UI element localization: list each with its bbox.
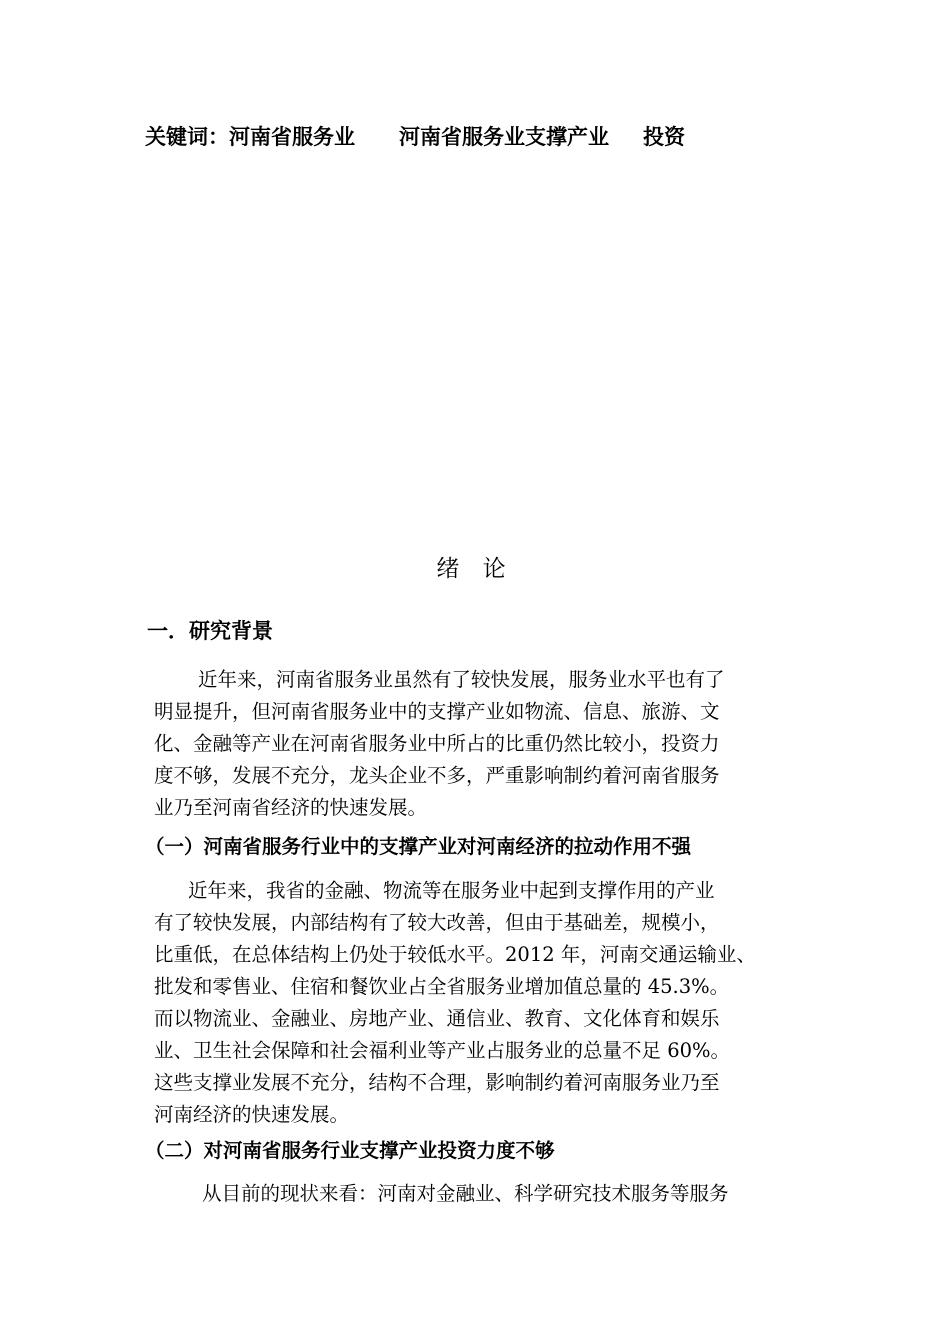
subsection-paragraph (154, 875, 814, 1131)
section-heading: 一．研究背景 (147, 619, 273, 643)
paragraph-line: 化、金融等产业在河南省服务业中所占的比重仍然比较小，投资力 (154, 732, 720, 755)
chapter-title: 绪 论 (436, 556, 514, 582)
subsection-heading: （二）对河南省服务行业支撑产业投资力度不够 (145, 1139, 555, 1162)
paragraph-line: 而以物流业、金融业、房地产业、通信业、教育、文化体育和娱乐 (154, 1007, 720, 1030)
paragraph-line: 比重低，在总体结构上仍处于较低水平。2012 年，河南交通运输业、 (154, 943, 756, 966)
paragraph-line: 近年来，河南省服务业虽然有了较快发展，服务业水平也有了 (198, 668, 725, 691)
paragraph-line: 业乃至河南省经济的快速发展。 (154, 796, 428, 819)
keywords-line (145, 122, 685, 152)
subsection-heading: （一）河南省服务行业中的支撑产业对河南经济的拉动作用不强 (145, 835, 692, 858)
paragraph-line: 从目前的现状来看：河南对金融业、科学研究技术服务等服务 (202, 1182, 729, 1205)
intro-paragraph (154, 664, 814, 824)
keyword-item: 投资 (643, 125, 685, 149)
paragraph-line: 明显提升，但河南省服务业中的支撑产业如物流、信息、旅游、文 (154, 700, 720, 723)
paragraph-line: 河南经济的快速发展。 (154, 1103, 350, 1126)
paragraph-line: 近年来，我省的金融、物流等在服务业中起到支撑作用的产业 (188, 879, 715, 902)
paragraph-line: 这些支撑业发展不充分，结构不合理，影响制约着河南服务业乃至 (154, 1071, 720, 1094)
paragraph-line: 有了较快发展，内部结构有了较大改善，但由于基础差，规模小， (154, 911, 720, 934)
keyword-item: 河南省服务业支撑产业 (399, 125, 609, 149)
subsection-paragraph (154, 1178, 814, 1210)
paragraph-line: 业、卫生社会保障和社会福利业等产业占服务业的总量不足 60%。 (154, 1039, 731, 1062)
keywords-label: 关键词： (145, 125, 229, 149)
paragraph-line: 度不够，发展不充分，龙头企业不多，严重影响制约着河南省服务 (154, 764, 720, 787)
paragraph-line: 批发和零售业、住宿和餐饮业占全省服务业增加值总量的 45.3%。 (154, 975, 730, 998)
keyword-item: 河南省服务业 (229, 125, 355, 149)
